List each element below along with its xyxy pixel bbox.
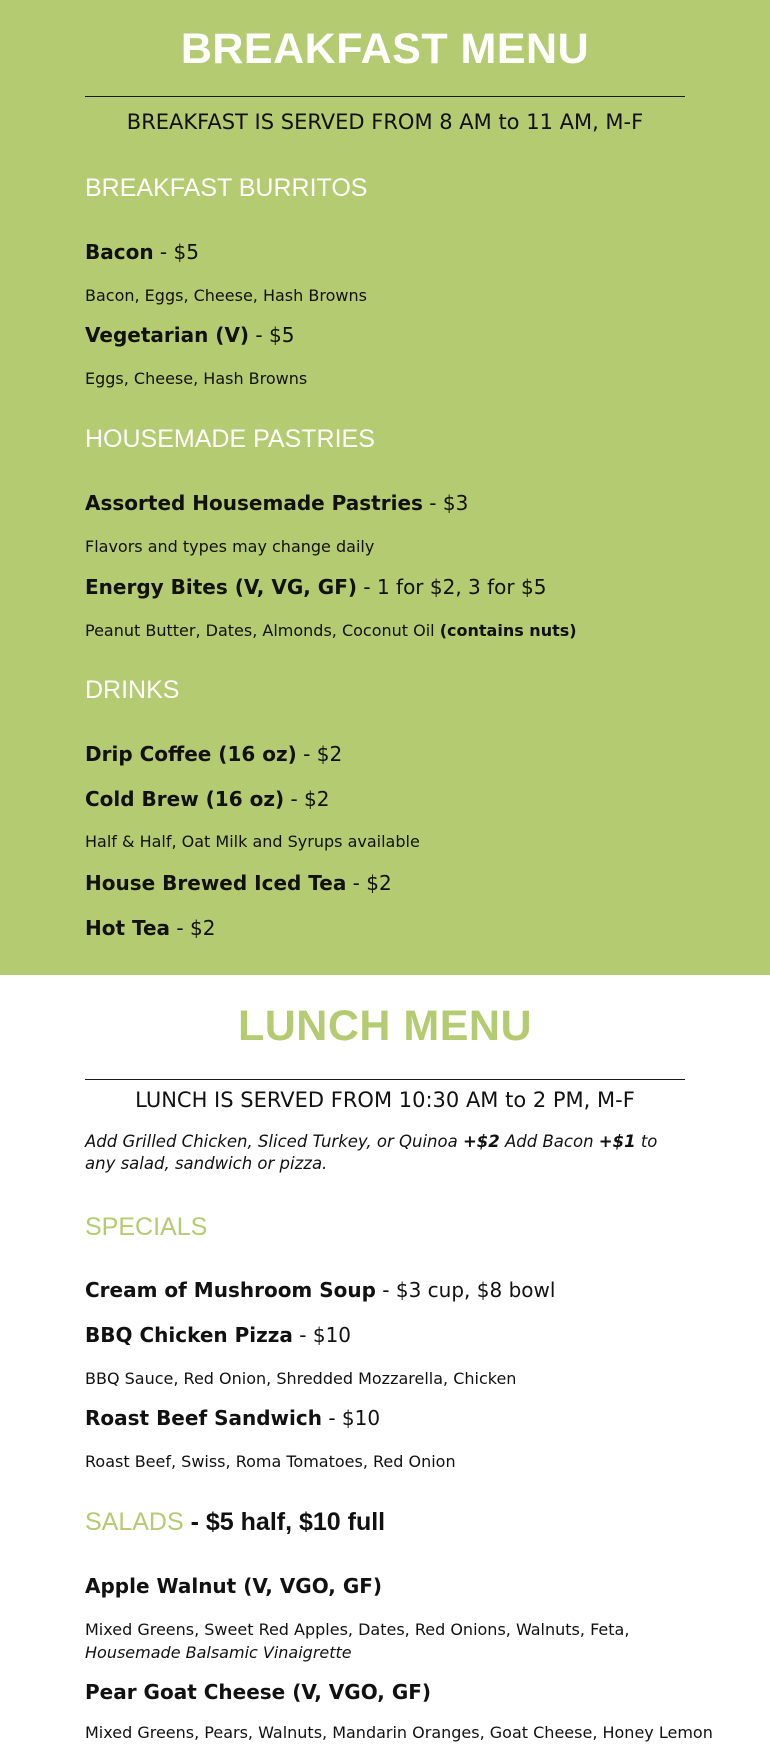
breakfast-divider [85,96,685,97]
item-name: BBQ Chicken Pizza [85,1323,293,1347]
item-name: Apple Walnut (V, VGO, GF) [85,1574,383,1598]
menu-item-drip-coffee [85,744,342,764]
item-price: - $3 cup, $8 bowl [375,1278,556,1302]
item-description [85,1618,685,1664]
specials-heading: SPECIALS [85,1213,208,1241]
addons-price: +$1 [598,1132,636,1151]
item-name: Roast Beef Sandwich [85,1406,322,1430]
salads-heading-label: SALADS [85,1508,184,1536]
addons-text: to any salad, sandwich or pizza. [85,1132,658,1173]
item-price: - $10 [321,1406,381,1430]
item-description: Mixed Greens, Pears, Walnuts, Mandarin Oranges, Goat Cheese, Honey Lemon [85,1723,713,1742]
item-name: Energy Bites (V, VG, GF) [85,575,358,599]
item-price: - $2 [170,916,216,940]
breakfast-hours: BREAKFAST IS SERVED FROM 8 AM to 11 AM, M-F [126,110,644,134]
drinks-heading: DRINKS [85,676,180,704]
addons-note [85,1131,685,1175]
item-price: - 1 for $2, 3 for $5 [357,575,547,599]
description-text: Peanut Butter, Dates, Almonds, Coconut Oil [85,621,440,640]
lunch-hours: LUNCH IS SERVED FROM 10:30 AM to 2 PM, M-F [135,1088,635,1112]
addons-text: Add Bacon [499,1132,599,1151]
menu-item-bbq-chicken-pizza [85,1325,351,1345]
item-name: Cold Brew (16 oz) [85,787,285,811]
item-price: - $10 [292,1323,352,1347]
item-name: Bacon [85,240,154,264]
item-description: Bacon, Eggs, Cheese, Hash Browns [85,286,367,305]
menu-item-roast-beef-sandwich [85,1408,380,1428]
item-price: - $5 [153,240,199,264]
item-description: Flavors and types may change daily [85,537,375,556]
item-price: - $2 [346,871,392,895]
breakfast-menu-title: BREAKFAST MENU [180,25,590,73]
item-description [85,619,685,642]
lunch-divider [85,1079,685,1080]
item-description: Half & Half, Oat Milk and Syrups available [85,832,420,851]
menu-item-apple-walnut-salad [85,1576,382,1596]
item-name: Cream of Mushroom Soup [85,1278,376,1302]
description-text: Mixed Greens, Sweet Red Apples, Dates, Red Onions, Walnuts, Feta, [85,1620,630,1639]
lunch-menu-title: LUNCH MENU [237,1002,533,1050]
item-name: Hot Tea [85,916,171,940]
item-name: Vegetarian (V) [85,323,250,347]
item-name: Drip Coffee (16 oz) [85,742,297,766]
menu-item-pear-goat-cheese-salad [85,1682,431,1702]
menu-item-mushroom-soup [85,1280,555,1300]
salads-heading-price: - $5 half, $10 full [183,1508,386,1536]
menu-item-assorted-pastries [85,493,468,513]
item-price: - $5 [249,323,295,347]
menu-item-vegetarian-burrito [85,325,294,345]
item-price: - $2 [284,787,330,811]
menu-item-iced-tea [85,873,392,893]
item-description: Eggs, Cheese, Hash Browns [85,369,308,388]
item-price: - $3 [422,491,469,515]
addons-price: +$2 [462,1132,500,1151]
menu-item-bacon-burrito [85,242,199,262]
housemade-pastries-heading: HOUSEMADE PASTRIES [85,425,375,453]
dressing-text: Housemade Balsamic Vinaigrette [85,1643,352,1662]
addons-text: Add Grilled Chicken, Sliced Turkey, or Quinoa [85,1132,463,1151]
menu-item-cold-brew [85,789,330,809]
item-name: Pear Goat Cheese (V, VGO, GF) [85,1680,432,1704]
allergen-note: (contains nuts) [439,621,577,640]
menu-item-hot-tea [85,918,215,938]
lunch-section [0,975,770,1742]
item-name: House Brewed Iced Tea [85,871,347,895]
breakfast-burritos-heading: BREAKFAST BURRITOS [85,174,368,202]
menu-item-energy-bites [85,577,546,597]
salads-heading [85,1510,385,1535]
item-description: Roast Beef, Swiss, Roma Tomatoes, Red Onion [85,1452,456,1471]
item-price: - $2 [296,742,343,766]
item-name: Assorted Housemade Pastries [85,491,423,515]
item-description: BBQ Sauce, Red Onion, Shredded Mozzarella, Chicken [85,1369,517,1388]
